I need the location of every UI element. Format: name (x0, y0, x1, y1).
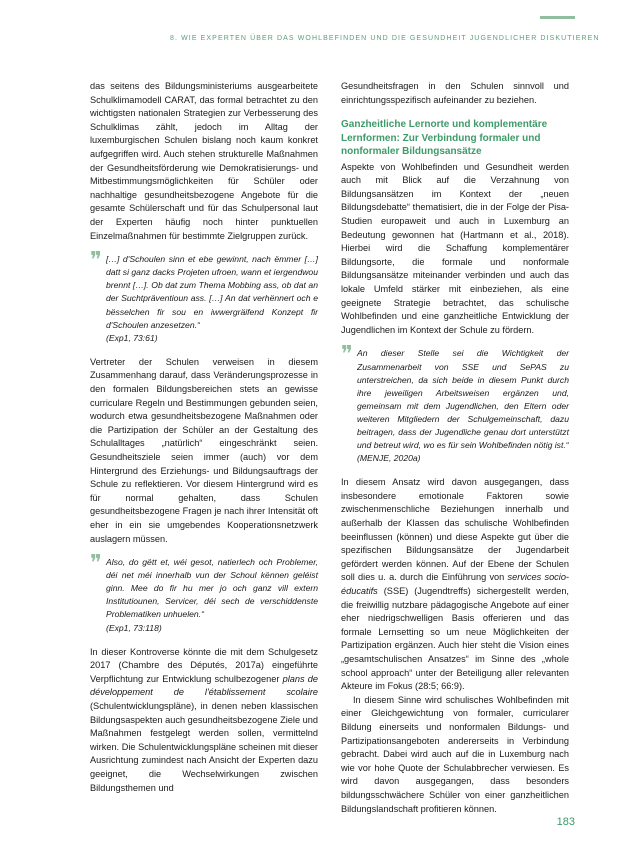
paragraph (341, 476, 569, 694)
paragraph (90, 646, 318, 796)
quote-mark-icon: ❞ (90, 551, 102, 577)
paragraph: Gesundheitsfragen in den Schulen sinnvoll und einrichtungsspezifisch aufeinander zu beziehen. (341, 81, 569, 105)
section-heading: Ganzheitliche Lernorte und komplementäre Lernformen: Zur Verbindung formaler und nonformaler Bildungsansätze (341, 119, 548, 158)
paragraph-text: In dieser Kontroverse könnte die mit dem Schulgesetz 2017 (Chambre des Députés, 2017a) eingeführte Verpflichtung zur Entwicklung schulbezogener (90, 646, 318, 684)
right-column (341, 80, 569, 816)
emphasis-text: plans de développement de l'établissement scolaire (90, 673, 318, 698)
quote-block (90, 248, 318, 345)
paragraph: Aspekte von Wohlbefinden und Gesundheit werden auch mit Blick auf die Verzahnung von Bildungsansätzen im Kontext der „neuen Bildungsdebatte“ thematisiert, die in der Folge der Pisa-Studien europaweit und auch in Luxemburg an Bedeutung gewonnen hat (Hartmann et al., 2018). Hierbei wird die Schaffung komplementärer Bildungsorte, die formale und nonformale Bildungsansätze miteinander verbinden und auch das lokale Umfeld stärker mit einbeziehen, als eine geeignete Strategie betrachtet, das schulische Wohlbefinden und eine ganzheitliche Entwicklung der Jugendlichen im Kontext der Schule zu fördern. (341, 161, 569, 335)
paragraph: das seitens des Bildungsministeriums ausgearbeitete Schulklimamodell CARAT, das formal betrachtet zu den wichtigsten nationalen Strategien zur Verbesserung des Schulklimas zählt, jedoch im Alltag der luxemburgischen Schulen bislang noch kaum konkret aufgegriffen wird. Auch stehen strukturelle Maßnahmen der Gesundheitsförderung wie Demokratisierungs- und Mitbestimmungsmöglichkeiten für Schüler oder nachhaltige gesundheitsbezogene Angebote für die gesamte Schülerschaft und für das Schulpersonal laut der Experten häufig noch hinter punktuellen Einzelmaßnahmen für bestimmte Zielgruppen zurück. (90, 81, 318, 241)
quote-text: Also, do gëtt et, wéi gesot, natierlech och Problemer, déi net méi innerhalb vun der Schoul kënnen geléist ginn. Mee do fir hu mer jo och ganz vill extern Institutiounen, Servicer, déi sech de verschiddenste Problematiken unhuelen.“ (106, 557, 318, 620)
paragraph-text: (Schulentwicklungspläne), in denen neben klassischen Bildungsaspekten auch gesundheitsbezogene Ziele und Maßnahmen festgelegt werden sollen, vermittelnd wirken. Die Schulentwicklungspläne scheinen mit dieser Ausrichtung zumindest nach Ansicht der Experten dazu geeignet, die Wechselwirkungen zwischen Bildungsthemen und (90, 701, 318, 793)
running-head: 8. WIE EXPERTEN ÜBER DAS WOHLBEFINDEN UND DIE GESUNDHEIT JUGENDLICHER DISKUTIEREN (170, 35, 600, 42)
quote-block (90, 551, 318, 635)
quote-mark-icon: ❞ (90, 248, 102, 274)
paragraph: Vertreter der Schulen verweisen in diesem Zusammenhang darauf, dass Veränderungsprozesse in den formalen Bildungsbereichen stets an gewisse curriculare Regeln und Bestimmungen gebunden seien, wodurch etwa gesundheitsbezogene Maßnahmen oder die Partizipation der Schüler an der Gestaltung des Schulalltages „natürlich“ eingeschränkt seien. Gesundheitsziele seien immer (auch) vor dem Hintergrund des Erziehungs- und Bildungsauftrags der Schule zu reflektieren. Vor diesem Hintergrund wird es für normal gehalten, dass Schulen gesundheitsbezogene Fragen je nach ihrer Intensität oft eher in ein sie umgebendes Kooperationsnetzwerk auslagern müssen. (90, 356, 318, 544)
paragraph-text: In diesem Ansatz wird davon ausgegangen, dass insbesondere emotionale Faktoren sowie zwischenmenschliche Beziehungen innerhalb und außerhalb der Klassen das schulische Wohlbefinden beeinflussen (können) und diese Aspekte gut über die spezifischen Bildungsansätze der Jugendarbeit gefördert werden können. Auf der Ebene der Schulen soll dies u. a. durch die Einführung von (341, 477, 569, 583)
quote-text: An dieser Stelle sei die Wichtigkeit der Zusammenarbeit von SSE und SePAS zu unterstreichen, da sich beide in diesem Punkt durch ihre jeweiligen Arbeitsweisen ergänzen und, gemeinsam mit dem Jugendlichen, den Eltern oder weiteren Mitgliedern der Schulgemeinschaft, dazu beitragen, dass der Jugendliche genau dort unterstützt und betreut wird, wo es für sein Wohlbefinden nötig ist.“ (357, 348, 569, 451)
emphasis-text: services socio-éducatifs (341, 572, 569, 596)
quote-mark-icon: ❞ (341, 342, 353, 368)
quote-text: […] d'Schoulen sinn et ebe gewinnt, nach ëmmer […] datt si ganz dacks Projeten ufroen, wann et iergendwou brennt […]. Ob dat zum Thema Mobbing ass, ob dat an der Suchtpräventioun ass. […] An dat verhënnert och e bësselchen fir sou en iwwergräifend Konzept fir d'Schoulen anzesetzen.“ (106, 254, 318, 330)
quote-block (341, 342, 569, 465)
page-number: 183 (556, 816, 575, 828)
header-accent-bar (540, 16, 575, 19)
quote-source: (Exp1, 73:61) (106, 332, 158, 343)
quote-source: (MENJE, 2020a) (357, 453, 421, 464)
left-column (90, 80, 318, 795)
paragraph: In diesem Sinne wird schulisches Wohlbefinden mit einer Gleichgewichtung von formaler, curricularer Bildung einerseits und nonformalen Bildungs- und Partizipationsangeboten andererseits in Verbindung gebracht. Dabei wird auch auf die in Luxemburg nach wie vor hohe Quote der Schulabbrecher verwiesen. Es wird davon ausgegangen, dass besonders bildungsschwächere Schüler von einer ganzheitlichen Bildungslandschaft profitieren können. (341, 694, 569, 814)
quote-source: (Exp1, 73:118) (106, 622, 162, 633)
paragraph-text: (SSE) (Jugendtreffs) sichergestellt werden, die freiwillig nutzbare pädagogische Angebote auf einer eher niedrigschwelligen Basis offerieren und das formale Lernsetting so um neue Möglichkeiten der Partizipation ergänzen. Auch hier steht die Vision eines „gesamtschulischen Ansatzes“ im Sinne des „whole school approach“ unter der Beteiligung aller relevanten Akteure im Fokus (28:5; 66:9). (341, 586, 569, 692)
